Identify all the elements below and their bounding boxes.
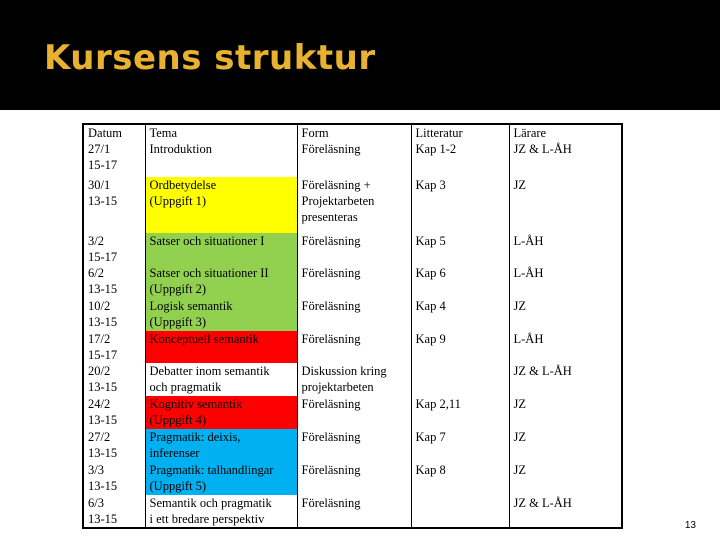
cell-teacher-line: JZ [513,463,526,477]
header-cell-date [83,124,145,177]
cell-form-line: Föreläsning [301,430,361,444]
cell-teacher-line: JZ [513,299,526,313]
cell-teacher-line: JZ & L-ÅH [513,496,572,510]
column-header: Datum [88,126,123,140]
cell-form [297,298,411,331]
cell-topic-line: Logisk semantik [149,299,233,313]
cell-literature [411,177,509,233]
cell-date-line: 17/2 [88,332,111,346]
cell-date-line: 3/3 [88,463,104,477]
cell-date-line: 13-15 [88,479,118,493]
cell-date-line: 15-17 [88,250,118,264]
page-number: 13 [684,520,696,531]
cell-form [297,177,411,233]
cell-teacher-line: L-ÅH [513,266,544,280]
cell-topic [145,233,297,265]
cell-teacher-line: L-ÅH [513,332,544,346]
cell-form-line: Föreläsning [301,299,361,313]
cell-form [297,462,411,495]
cell-form-line: projektarbeten [301,380,374,394]
cell-form-line: presenteras [301,210,358,224]
cell-topic-line: Satser och situationer I [149,234,265,248]
cell-date [83,265,145,298]
header-cell-literature [411,124,509,177]
cell-topic-line: Semantik och pragmatik [149,496,272,510]
cell-teacher [509,495,622,528]
cell-literature [411,429,509,462]
cell-date [83,298,145,331]
cell-date-line: 6/3 [88,496,104,510]
cell-teacher-line: JZ [513,430,526,444]
cell-literature-line: Kap 6 [415,266,446,280]
cell-teacher [509,462,622,495]
cell-literature-line: Kap 8 [415,463,446,477]
cell-form-line: Föreläsning [301,463,361,477]
cell-teacher [509,363,622,396]
cell-topic-line: Debatter inom semantik [149,364,270,378]
column-header: Lärare [513,126,547,140]
cell-teacher [509,177,622,233]
cell-literature-line: Kap 2,11 [415,397,461,411]
cell-literature [411,462,509,495]
cell-topic [145,462,297,495]
cell-date-line: 30/1 [88,178,111,192]
cell-topic-line: Ordbetydelse [149,178,217,192]
cell-topic-line: (Uppgift 2) [149,282,207,296]
schedule-table [82,123,623,529]
table-row [83,429,622,462]
cell-topic-line: Satser och situationer II [149,266,269,280]
cell-form-line: Föreläsning + [301,178,371,192]
cell-topic [145,265,297,298]
cell-form-line: Projektarbeten [301,194,375,208]
cell-date-line: 6/2 [88,266,104,280]
cell-date-line: 27/2 [88,430,111,444]
cell-topic [145,429,297,462]
cell-literature [411,265,509,298]
header-cell-teacher [509,124,622,177]
cell-date-line: 13-15 [88,446,118,460]
cell-date-line: 24/2 [88,397,111,411]
page-title: Kursens struktur [44,38,376,78]
cell-topic [145,177,297,233]
cell-literature [411,233,509,265]
cell-date [83,177,145,233]
table-row [83,331,622,363]
header-cell-topic [145,124,297,177]
table-row [83,495,622,528]
cell-teacher-line: JZ [513,178,526,192]
cell-date [83,363,145,396]
cell-date-line: 13-15 [88,413,118,427]
cell-literature-line: Kap 1-2 [415,142,457,156]
cell-date-line: 10/2 [88,299,111,313]
cell-literature [411,495,509,528]
cell-teacher-line: JZ & L-ÅH [513,364,572,378]
cell-form-line: Föreläsning [301,397,361,411]
table-row [83,233,622,265]
cell-form-line: Föreläsning [301,234,361,248]
cell-literature [411,396,509,429]
cell-date-line: 20/2 [88,364,111,378]
cell-teacher [509,233,622,265]
cell-literature-line: Kap 5 [415,234,446,248]
cell-topic-line: Introduktion [149,142,212,156]
cell-topic-line: (Uppgift 3) [149,315,207,329]
cell-teacher-line: JZ [513,397,526,411]
cell-form [297,363,411,396]
cell-form-line: Föreläsning [301,496,361,510]
cell-topic [145,495,297,528]
cell-date [83,495,145,528]
cell-date-line: 27/1 [88,142,111,156]
cell-date-line: 13-15 [88,282,118,296]
cell-literature [411,298,509,331]
schedule-table-wrapper [82,123,623,529]
table-row [83,396,622,429]
table-row [83,462,622,495]
cell-literature-line: Kap 7 [415,430,446,444]
cell-date-line: 15-17 [88,348,118,362]
cell-topic-line: och pragmatik [149,380,222,394]
cell-topic-line: Pragmatik: talhandlingar [149,463,274,477]
table-row [83,177,622,233]
cell-date-line: 13-15 [88,512,118,526]
cell-form [297,331,411,363]
table-row [83,124,622,177]
cell-form [297,233,411,265]
cell-teacher [509,298,622,331]
column-header: Form [301,126,329,140]
cell-literature-line: Kap 3 [415,178,446,192]
cell-topic [145,363,297,396]
cell-topic-line: Kognitiv semantik [149,397,243,411]
cell-teacher [509,429,622,462]
cell-topic-line: i ett bredare perspektiv [149,512,265,526]
cell-form-line: Föreläsning [301,142,361,156]
cell-teacher [509,396,622,429]
column-header: Litteratur [415,126,463,140]
cell-topic-line: (Uppgift 5) [149,479,207,493]
cell-topic-line: Pragmatik: deixis, [149,430,241,444]
cell-teacher-line: L-ÅH [513,234,544,248]
table-row [83,363,622,396]
cell-date [83,331,145,363]
cell-topic [145,298,297,331]
cell-teacher-line: JZ & L-ÅH [513,142,572,156]
cell-topic [145,396,297,429]
cell-literature [411,331,509,363]
cell-literature [411,363,509,396]
cell-date [83,429,145,462]
slide-header [0,0,720,110]
table-row [83,265,622,298]
cell-date-line: 3/2 [88,234,104,248]
cell-date-line: 13-15 [88,315,118,329]
cell-form-line: Diskussion kring [301,364,387,378]
cell-date [83,396,145,429]
cell-form [297,396,411,429]
cell-date-line: 13-15 [88,194,118,208]
cell-form-line: Föreläsning [301,266,361,280]
schedule-table-body [83,124,622,528]
cell-form-line: Föreläsning [301,332,361,346]
column-header: Tema [149,126,178,140]
cell-form [297,495,411,528]
cell-date [83,233,145,265]
cell-date [83,462,145,495]
cell-teacher [509,331,622,363]
cell-topic-line: (Uppgift 4) [149,413,207,427]
cell-date-line: 13-15 [88,380,118,394]
cell-literature-line: Kap 4 [415,299,446,313]
cell-topic-line: inferenser [149,446,200,460]
cell-form [297,265,411,298]
cell-literature-line: Kap 9 [415,332,446,346]
cell-topic-line: Konceptuell semantik [149,332,259,346]
cell-date-line: 15-17 [88,158,118,172]
cell-form [297,429,411,462]
cell-teacher [509,265,622,298]
cell-topic-line: (Uppgift 1) [149,194,207,208]
table-row [83,298,622,331]
cell-topic [145,331,297,363]
header-cell-form [297,124,411,177]
